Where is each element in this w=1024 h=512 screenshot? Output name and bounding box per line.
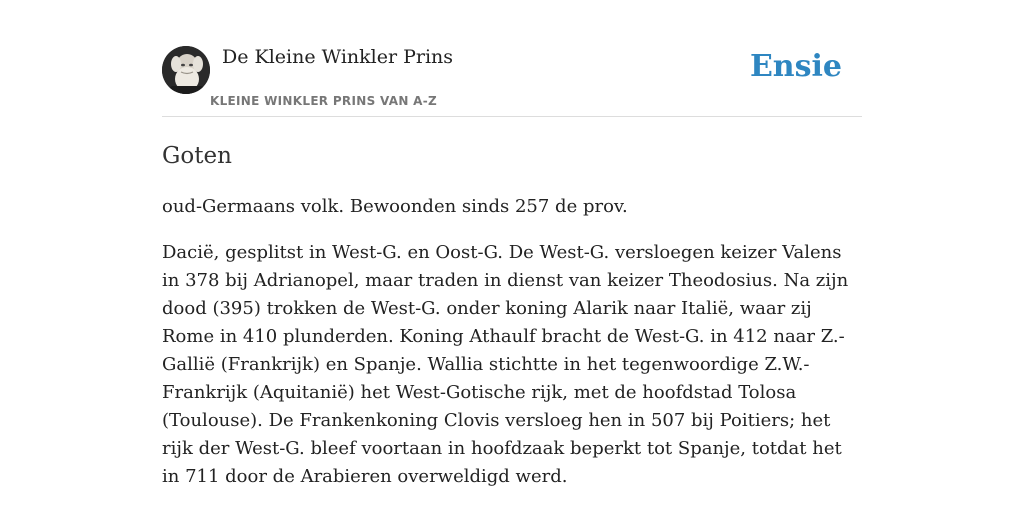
source-subtitle[interactable]: KLEINE WINKLER PRINS VAN A-Z xyxy=(210,94,438,108)
source-title[interactable]: De Kleine Winkler Prins xyxy=(222,46,454,68)
portrait-icon xyxy=(162,46,210,94)
page xyxy=(162,0,862,491)
brand-logo[interactable]: Ensie xyxy=(749,49,842,84)
article-paragraph: Dacië, gesplitst in West-G. en Oost-G. De West-G. versloegen keizer Valens in 378 bij Adrianopel, maar traden in dienst van keizer Theodosius. Na zijn dood (395) trokken de West-G. onder koning Alarik naar Italië, waar zij Rome in 410 plunderden. Koning Athaulf bracht de West-G. in 412 naar Z.-Gallië (Frankrijk) en Spanje. Wallia stichtte in het tegenwoordige Z.W.-Frankrijk (Aquitanië) het West-Gotische rijk, met de hoofdstad Tolosa (Toulouse). De Frankenkoning Clovis versloeg hen in 507 bij Poitiers; het rijk der West-G. bleef voortaan in hoofdzaak beperkt tot Spanje, totdat het in 711 door de Arabieren overweldigd werd. xyxy=(162,242,849,487)
avatar[interactable] xyxy=(162,46,210,94)
article-title: Goten xyxy=(162,143,232,169)
article-paragraph: oud-Germaans volk. Bewoonden sinds 257 de prov. xyxy=(162,196,628,217)
header xyxy=(162,0,862,117)
